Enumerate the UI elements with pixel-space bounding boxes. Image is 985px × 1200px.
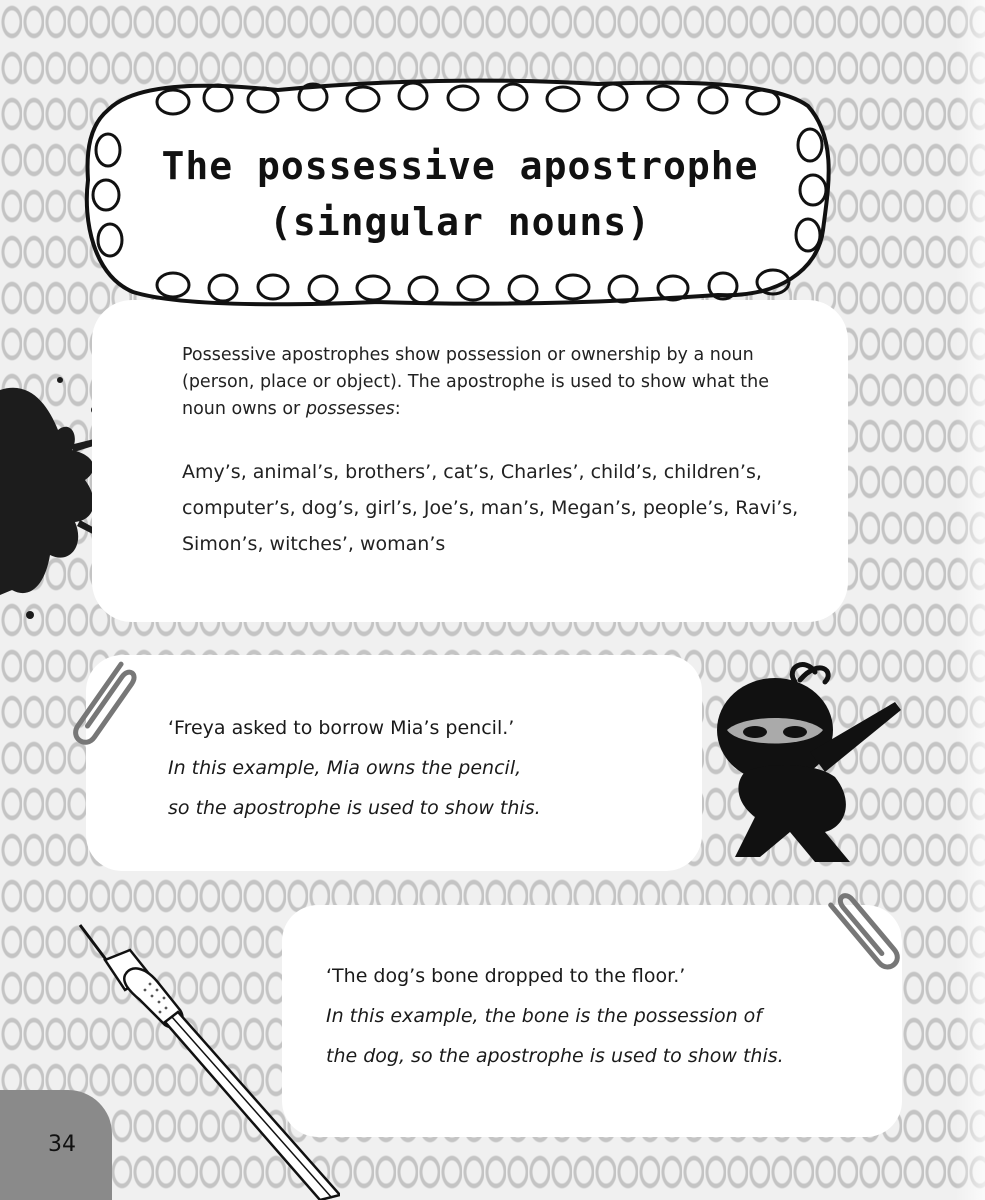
ninja-icon — [705, 652, 905, 867]
page-edge — [955, 0, 985, 1200]
intro-italic-word: possesses — [305, 399, 395, 419]
page-number: 34 — [48, 1132, 76, 1157]
example-2 — [326, 956, 886, 1076]
page-title — [95, 138, 825, 250]
pencil-icon — [70, 920, 340, 1200]
example-1-note-line-2: so the apostrophe is used to show this. — [168, 797, 541, 819]
intro-text: Possessive apostrophes show possession or ownership by a noun (person, place or object). The apostrophe is used to show what the noun owns or — [182, 345, 769, 419]
example-2-note-line-1: In this example, the bone is the possession of — [326, 1005, 762, 1027]
example-1-note-line-1: In this example, Mia owns the pencil, — [168, 757, 522, 779]
title-line-2: (singular nouns) — [268, 200, 652, 244]
example-1 — [168, 708, 688, 828]
intro-punctuation: : — [394, 399, 401, 419]
paperclip-icon — [56, 650, 146, 760]
example-1-quote: ‘Freya asked to borrow Mia’s pencil.’ — [168, 717, 515, 739]
intro-paragraph — [182, 342, 802, 423]
title-line-1: The possessive apostrophe — [161, 144, 759, 188]
example-2-quote: ‘The dog’s bone dropped to the floor.’ — [326, 965, 686, 987]
example-2-note-line-2: the dog, so the apostrophe is used to show this. — [326, 1045, 784, 1067]
possessive-word-list: Amy’s, animal’s, brothers’, cat’s, Charles’, child’s, children’s, computer’s, dog’s, girl’s, Joe’s, man’s, Megan’s, people’s, Ravi’s, Simon’s, witches’, woman’s — [182, 461, 799, 555]
